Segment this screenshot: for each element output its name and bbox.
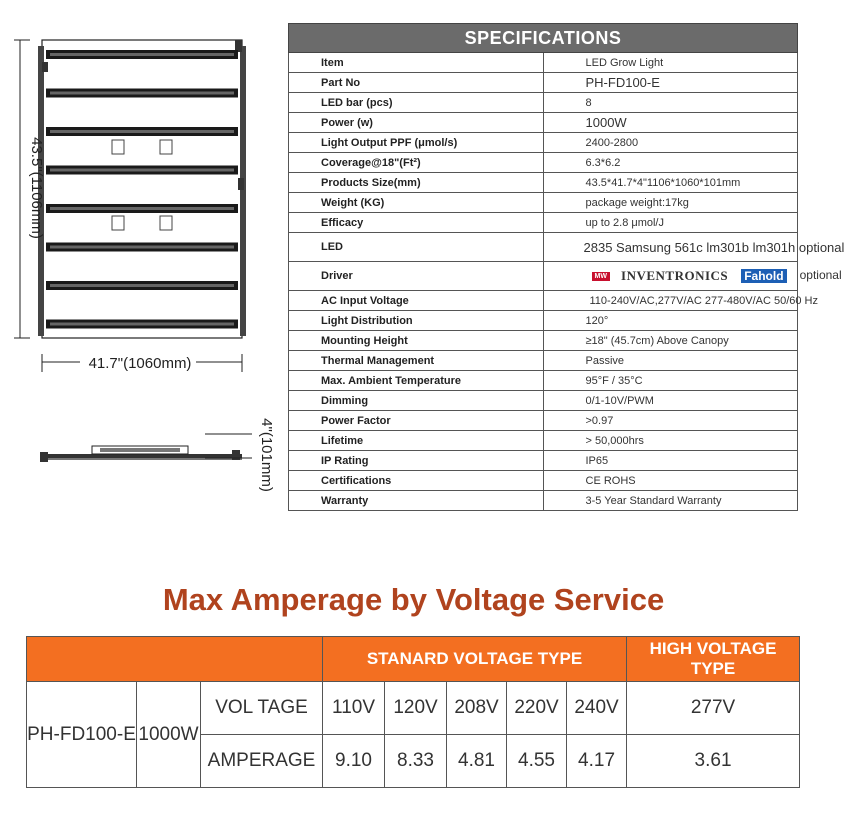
spec-key: Certifications [289, 471, 544, 491]
spec-row [289, 291, 798, 311]
depth-label: 4"(101mm) [258, 418, 275, 492]
spec-row [289, 133, 798, 153]
spec-value: PH-FD100-E [543, 73, 798, 93]
meanwell-logo: MW [592, 272, 610, 281]
spec-key: Weight (KG) [289, 193, 544, 213]
spec-key: Item [289, 53, 544, 73]
spec-key: Light Output PPF (μmol/s) [289, 133, 544, 153]
voltage-cell: 220V [507, 682, 567, 735]
led-strip [50, 207, 234, 210]
spec-key: AC Input Voltage [289, 291, 544, 311]
width-dimension [42, 354, 242, 372]
amperage-title: Max Amperage by Voltage Service [162, 582, 665, 617]
spec-row [289, 173, 798, 193]
amperage-table [26, 636, 800, 788]
spec-value: 2400-2800 [543, 133, 798, 153]
power-cell: 1000W [137, 682, 201, 788]
spec-row [289, 391, 798, 411]
led-strip [50, 130, 234, 133]
spec-value: package weight:17kg [543, 193, 798, 213]
spec-key: LED [289, 233, 544, 262]
spec-row [289, 331, 798, 351]
led-strip [50, 53, 234, 56]
voltage-cell: 277V [627, 682, 800, 735]
spec-key: Coverage@18"(Ft²) [289, 153, 544, 173]
spec-row [289, 113, 798, 133]
fixture-side-view [40, 446, 242, 462]
spec-row [289, 371, 798, 391]
spec-key: Driver [289, 262, 544, 291]
driver-brands [543, 262, 842, 291]
spec-value: > 50,000hrs [543, 431, 798, 451]
spec-key: Part No [289, 73, 544, 93]
amperage-cell: 8.33 [385, 735, 447, 788]
spec-value: IP65 [543, 451, 798, 471]
spec-value: up to 2.8 μmol/J [543, 213, 798, 233]
voltage-cell: 240V [567, 682, 627, 735]
spec-title: SPECIFICATIONS [289, 24, 798, 53]
spec-key: Max. Ambient Temperature [289, 371, 544, 391]
voltage-cell: 208V [447, 682, 507, 735]
spec-key: IP Rating [289, 451, 544, 471]
spec-row [289, 233, 798, 262]
spec-value: 110-240V/AC,277V/AC 277-480V/AC 50/60 Hz [543, 291, 798, 311]
spec-row [289, 411, 798, 431]
spec-value: LED Grow Light [543, 53, 798, 73]
spec-value: 3-5 Year Standard Warranty [543, 491, 798, 511]
spec-key: Lifetime [289, 431, 544, 451]
spec-key: Mounting Height [289, 331, 544, 351]
spec-value: 6.3*6.2 [543, 153, 798, 173]
led-strip [50, 169, 234, 172]
header-blank [27, 637, 323, 682]
spec-value: CE ROHS [543, 471, 798, 491]
spec-key: LED bar (pcs) [289, 93, 544, 113]
amperage-label: AMPERAGE [201, 735, 323, 788]
spec-row [289, 213, 798, 233]
standard-voltage-header: STANARD VOLTAGE TYPE [323, 637, 627, 682]
amperage-cell: 3.61 [627, 735, 800, 788]
fixture-front-view [38, 40, 246, 338]
led-strip [50, 92, 234, 95]
spec-key: Efficacy [289, 213, 544, 233]
spec-row [289, 491, 798, 511]
width-label: 41.7"(1060mm) [88, 355, 192, 372]
spec-row [289, 431, 798, 451]
spec-value: 8 [543, 93, 798, 113]
spec-row [289, 73, 798, 93]
led-strip [50, 323, 234, 326]
spec-key: Power Factor [289, 411, 544, 431]
spec-row [289, 53, 798, 73]
spec-row [289, 193, 798, 213]
spec-row [289, 351, 798, 371]
spec-row [289, 262, 798, 291]
spec-key: Power (w) [289, 113, 544, 133]
spec-key: Thermal Management [289, 351, 544, 371]
voltage-cell: 110V [323, 682, 385, 735]
high-voltage-header: HIGH VOLTAGE TYPE [627, 637, 800, 682]
spec-row [289, 451, 798, 471]
spec-key: Dimming [289, 391, 544, 411]
amperage-cell: 4.17 [567, 735, 627, 788]
spec-value: ≥18" (45.7cm) Above Canopy [543, 331, 798, 351]
spec-value: 43.5*41.7*4"1106*1060*101mm [543, 173, 798, 193]
product-dimension-drawing [0, 0, 285, 520]
height-label: 43.5"(1106mm) [28, 137, 45, 239]
spec-value: 120° [543, 311, 798, 331]
model-cell: PH-FD100-E [27, 682, 137, 788]
fahold-logo: Fahold [741, 269, 786, 283]
spec-key: Warranty [289, 491, 544, 511]
spec-value: 95°F / 35°C [543, 371, 798, 391]
voltage-cell: 120V [385, 682, 447, 735]
spec-row [289, 93, 798, 113]
spec-key: Light Distribution [289, 311, 544, 331]
amperage-cell: 4.55 [507, 735, 567, 788]
specifications-table [288, 23, 844, 511]
led-strip [50, 246, 234, 249]
amperage-cell: 4.81 [447, 735, 507, 788]
inventronics-logo: INVENTRONICS [621, 268, 729, 284]
amperage-cell: 9.10 [323, 735, 385, 788]
spec-row [289, 153, 798, 173]
spec-value: 1000W [543, 113, 798, 133]
spec-key: Products Size(mm) [289, 173, 544, 193]
driver-optional-label: optional [799, 267, 842, 282]
amperage-header-row [27, 637, 800, 682]
spec-value: Passive [543, 351, 798, 371]
spec-row [289, 311, 798, 331]
spec-value: 2835 Samsung 561c lm301b lm301h optional [543, 233, 798, 262]
led-strip [50, 284, 234, 287]
spec-value: 0/1-10V/PWM [543, 391, 798, 411]
voltage-row [27, 682, 800, 735]
spec-row [289, 471, 798, 491]
spec-value: >0.97 [543, 411, 798, 431]
voltage-label: VOL TAGE [201, 682, 323, 735]
